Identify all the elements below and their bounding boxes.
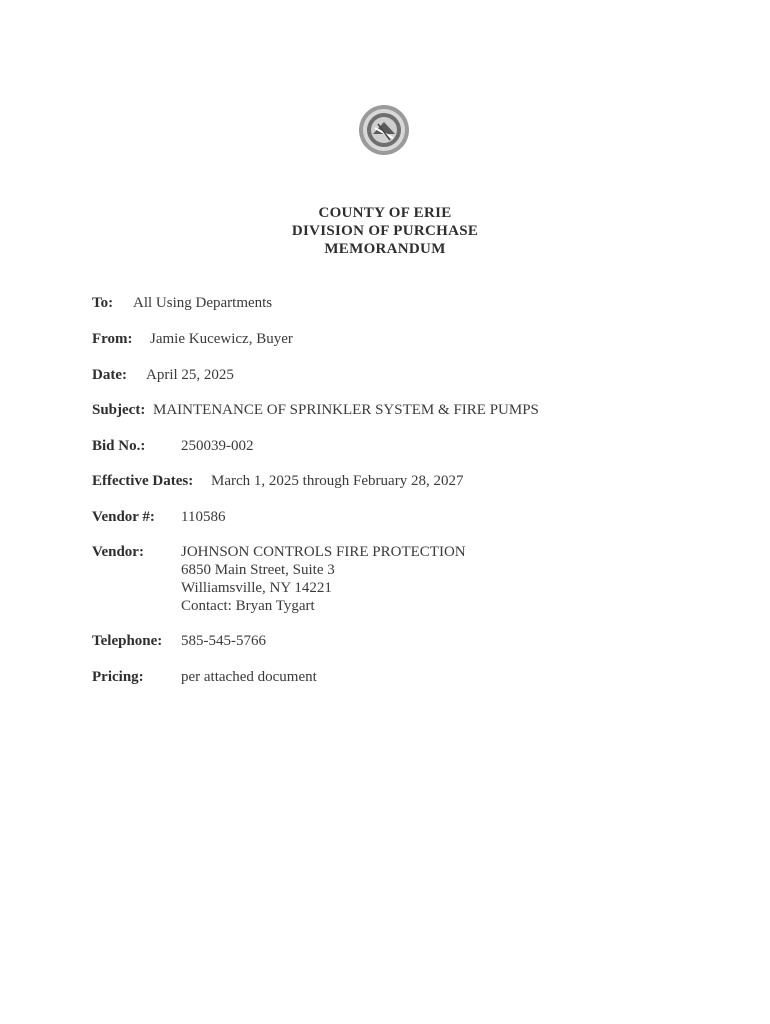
vendor-name: JOHNSON CONTROLS FIRE PROTECTION [181,544,466,560]
date-value: April 25, 2025 [146,367,234,383]
vendor-number-value: 110586 [181,509,226,525]
telephone-value: 585-545-5766 [181,633,266,649]
pricing-value: per attached document [181,669,317,685]
vendor-number-label: Vendor #: [92,509,155,525]
header-division: DIVISION OF PURCHASE [291,223,479,239]
subject-label: Subject: [92,402,146,418]
vendor-label: Vendor: [92,544,144,560]
vendor-address-line1: 6850 Main Street, Suite 3 [181,562,335,578]
subject-value: MAINTENANCE OF SPRINKLER SYSTEM & FIRE PUMPS [153,402,539,418]
effective-dates-value: March 1, 2025 through February 28, 2027 [211,473,464,489]
vendor-address-line2: Williamsville, NY 14221 [181,580,332,596]
to-label: To: [92,295,114,311]
bid-value: 250039-002 [181,438,254,454]
pricing-label: Pricing: [92,669,144,685]
vendor-contact: Contact: Bryan Tygart [181,598,315,614]
from-value: Jamie Kucewicz, Buyer [150,331,293,347]
header-county: COUNTY OF ERIE [318,205,452,221]
effective-dates-label: Effective Dates: [92,473,194,489]
to-value: All Using Departments [133,295,273,311]
telephone-label: Telephone: [92,633,163,649]
header-memorandum: MEMORANDUM [324,241,446,257]
from-label: From: [92,331,133,347]
date-label: Date: [92,367,127,383]
bid-label: Bid No.: [92,438,146,454]
county-seal-icon [358,104,410,156]
